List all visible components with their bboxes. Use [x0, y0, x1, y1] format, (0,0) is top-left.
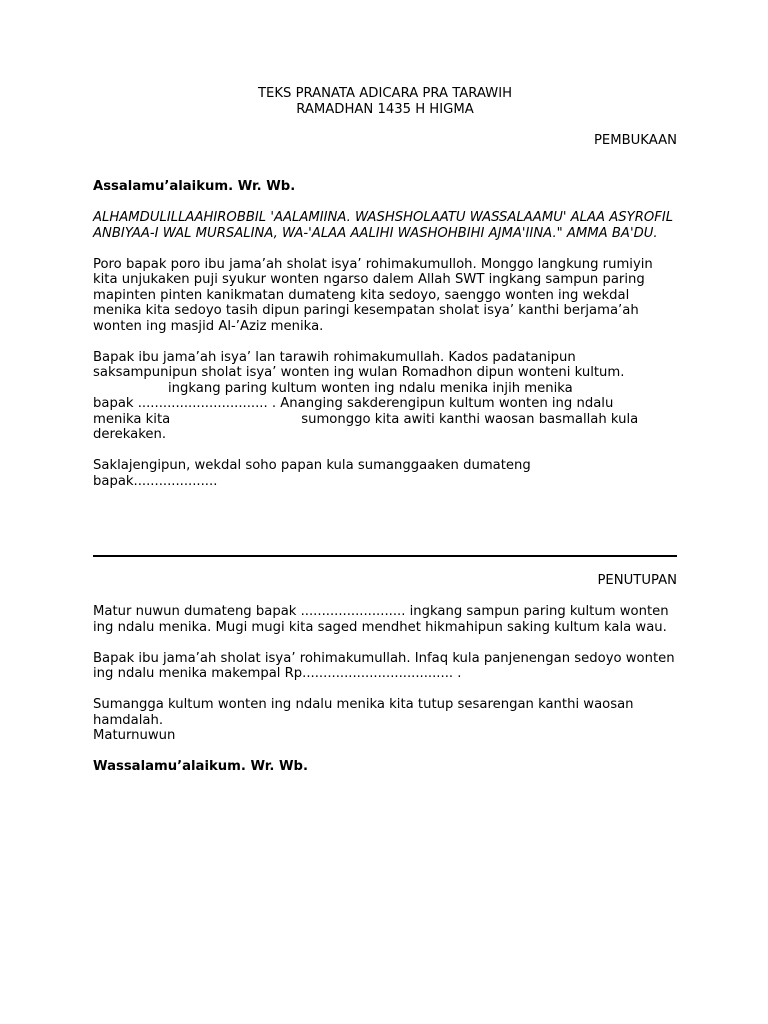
title-line-1: TEKS PRANATA ADICARA PRA TARAWIH [257, 86, 513, 101]
opening-paragraph-2-line-2: saksampunipun sholat isya’ wonten ing wulan Romadhon dipun wonteni kultum. [93, 365, 625, 380]
closing-farewell: Wassalamu’alaikum. Wr. Wb. [93, 759, 309, 774]
opening-heading: PEMBUKAAN [593, 132, 677, 148]
opening-paragraph-2-line-5-start: menika kita [93, 411, 171, 427]
title-line-2: RAMADHAN 1435 H HIGMA [296, 101, 474, 117]
closing-section [93, 573, 677, 775]
opening-paragraph-3-line-1: Saklajengipun, wekdal soho papan kula sumanggaaken dumateng [93, 458, 531, 473]
opening-greeting: Assalamu’alaikum. Wr. Wb. [93, 179, 296, 194]
opening-paragraph-2-line-4: bapak ............................... . Ananging sakderengipun kultum wonten ing ndalu [93, 396, 614, 411]
opening-paragraph-3 [93, 458, 677, 489]
document-page [93, 86, 677, 489]
opening-paragraph-2 [93, 350, 677, 443]
opening-paragraph-2-line-3: ingkang paring kultum wonten ing ndalu menika injih menika [168, 380, 573, 396]
opening-paragraph-1: Poro bapak poro ibu jama’ah sholat isya’ rohimakumulloh. Monggo langkung rumiyin kita unjukaken puji syukur wonten ngarso dalem Allah SWT ingkang sampun paring mapinten pinten kanikmatan dumateng kita sedoyo, saenggo wonten ing wekdal menika kita sedoyo tasih dipun paringi kesempatan sholat isya’ kanthi berjama’ah wonten ing masjid Al-’Aziz menika. [93, 256, 653, 334]
opening-paragraph-2-line-1: Bapak ibu jama’ah isya’ lan tarawih rohimakumullah. Kados padatanipun [93, 349, 576, 365]
opening-paragraph-3-line-2: bapak.................... [93, 473, 218, 489]
closing-paragraph-1: Matur nuwun dumateng bapak ......................... ingkang sampun paring kultum wonten ing ndalu menika. Mugi mugi kita saged mendhet hikmahipun saking kultum kala wau. [93, 604, 669, 635]
document-title [93, 86, 677, 117]
closing-heading: PENUTUPAN [597, 573, 677, 588]
opening-paragraph-2-line-5-end: sumonggo kita awiti kanthi waosan basmallah kula [301, 411, 639, 427]
closing-thanks: Maturnuwun [93, 728, 176, 743]
opening-paragraph-2-line-5 [93, 412, 677, 428]
arabic-opening-text: ALHAMDULILLAAHIROBBIL 'AALAMIINA. WASHSHOLAATU WASSALAAMU' ALAA ASYROFIL ANBIYAA-I WAL MURSALINA, WA-'ALAA AALIHI WASHOHBIHI AJMA'IINA." AMMA BA'DU. [93, 210, 674, 241]
section-divider [93, 555, 677, 557]
opening-paragraph-2-line-6: derekaken. [93, 427, 167, 442]
closing-paragraph-3: Sumangga kultum wonten ing ndalu menika kita tutup sesarengan kanthi waosan hamdalah. [93, 697, 634, 728]
closing-paragraph-2: Bapak ibu jama’ah sholat isya’ rohimakumullah. Infaq kula panjenengan sedoyo wonten ing ndalu menika makempal Rp.................................... . [93, 650, 675, 681]
